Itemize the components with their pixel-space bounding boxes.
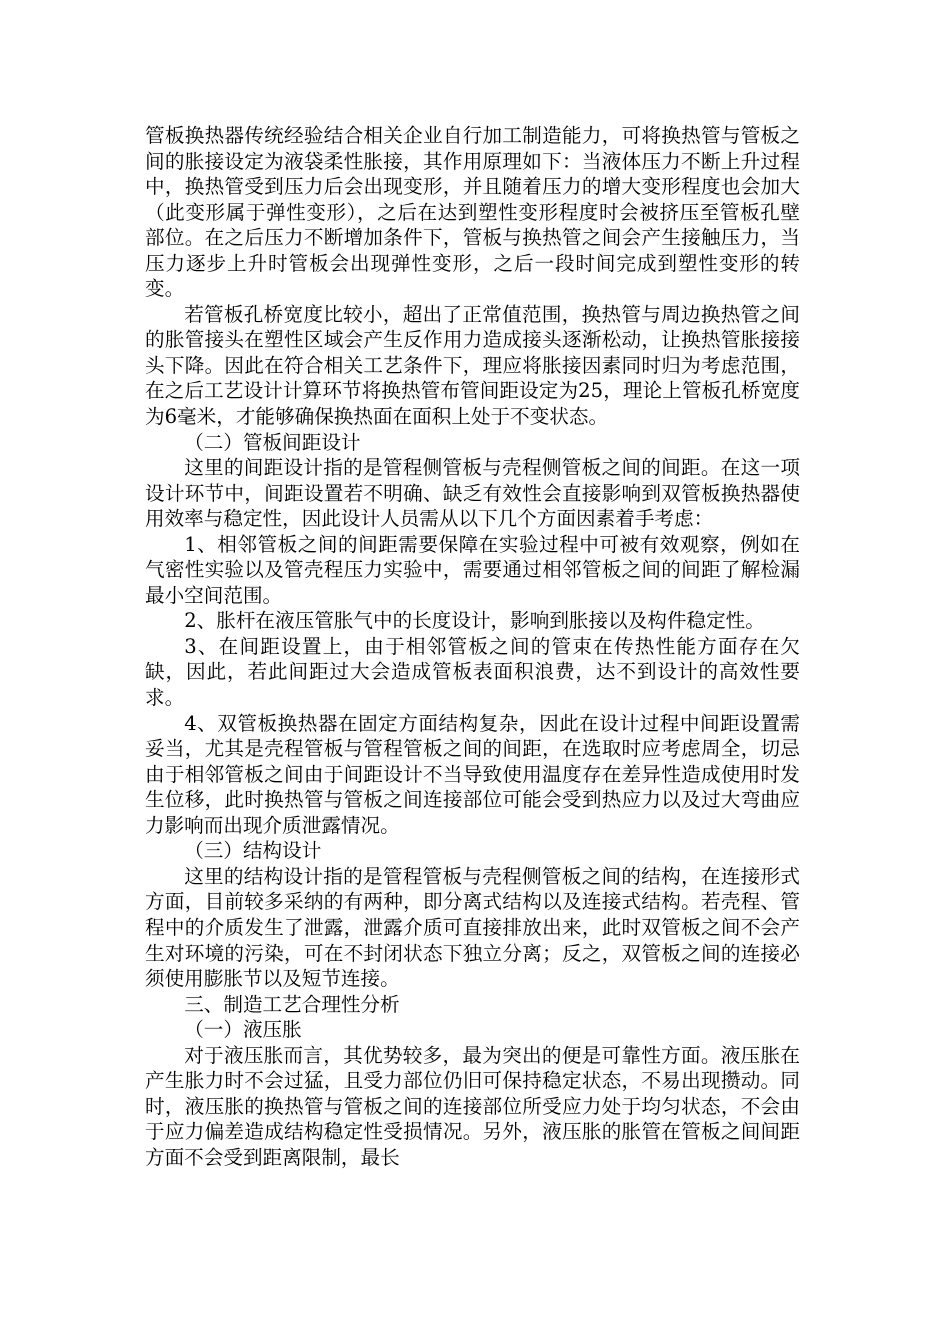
body-paragraph: 管板换热器传统经验结合相关企业自行加工制造能力，可将换热管与管板之间的胀接设定为液袋柔性胀接，其作用原理如下：当液体压力不断上升过程中，换热管受到压力后会出现变形，并且随着压力的增大变形程度也会加大（此变形属于弹性变形），之后在达到塑性变形程度时会被挤压至管板孔壁部位。在之后压力不断增加条件下，管板与换热管之间会产生接触压力，当压力逐步上升时管板会出现弹性变形，之后一段时间完成到塑性变形的转变。 <box>145 124 800 301</box>
list-item: 3、在间距设置上，由于相邻管板之间的管束在传热性能方面存在欠缺，因此，若此间距过大会造成管板表面积浪费，达不到设计的高效性要求。 <box>145 634 800 710</box>
section-heading: （二）管板间距设计 <box>184 430 361 454</box>
body-paragraph: 对于液压胀而言，其优势较多，最为突出的便是可靠性方面。液压胀在产生胀力时不会过猛，且受力部位仍旧可保持稳定状态，不易出现攒动。同时，液压胀的换热管与管板之间的连接部位所受应力处于均匀状态，不会由于应力偏差造成结构稳定性受损情况。另外，液压胀的胀管在管板之间间距方面不会受到距离限制，最长 <box>145 1043 800 1169</box>
list-item: 2、胀杆在液压管胀气中的长度设计，影响到胀接以及构件稳定性。 <box>184 609 765 633</box>
list-item: 1、相邻管板之间的间距需要保障在实验过程中可被有效观察，例如在气密性实验以及管壳程压力实验中，需要通过相邻管板之间的间距了解检漏最小空间范围。 <box>145 532 800 607</box>
section-heading: （三）结构设计 <box>184 839 322 863</box>
body-paragraph: 这里的间距设计指的是管程侧管板与壳程侧管板之间的间距。在这一项设计环节中，间距设置若不明确、缺乏有效性会直接影响到双管板换热器使用效率与稳定性，因此设计人员需从以下几个方面因素着手考虑： <box>145 456 800 531</box>
body-paragraph: 这里的结构设计指的是管程管板与壳程侧管板之间的结构，在连接形式方面，目前较多采纳的有两种，即分离式结构以及连接式结构。若壳程、管程中的介质发生了泄露，泄露介质可直接排放出来，此时双管板之间不会产生对环境的污染，可在不封闭状态下独立分离；反之，双管板之间的连接必须使用膨胀节以及短节连接。 <box>145 864 800 991</box>
section-heading: （一）液压胀 <box>184 1018 302 1042</box>
body-paragraph: 若管板孔桥宽度比较小，超出了正常值范围，换热管与周边换热管之间的胀管接头在塑性区域会产生反作用力造成接头逐渐松动，让换热管胀接接头下降。因此在符合相关工艺条件下，理应将胀接因素同时归为考虑范围，在之后工艺设计计算环节将换热管布管间距设定为25，理论上管板孔桥宽度为6毫米，才能够确保换热面在面积上处于不变状态。 <box>145 302 800 429</box>
chapter-heading: 三、制造工艺合理性分析 <box>184 992 400 1016</box>
list-item: 4、双管板换热器在固定方面结构复杂，因此在设计过程中间距设置需妥当，尤其是壳程管板与管程管板之间的间距，在选取时应考虑周全，切忌由于相邻管板之间由于间距设计不当导致使用温度存在差异性造成使用时发生位移，此时换热管与管板之间连接部位可能会受到热应力以及过大弯曲应力影响而出现介质泄露情况。 <box>145 711 800 837</box>
document-page <box>145 123 800 1170</box>
